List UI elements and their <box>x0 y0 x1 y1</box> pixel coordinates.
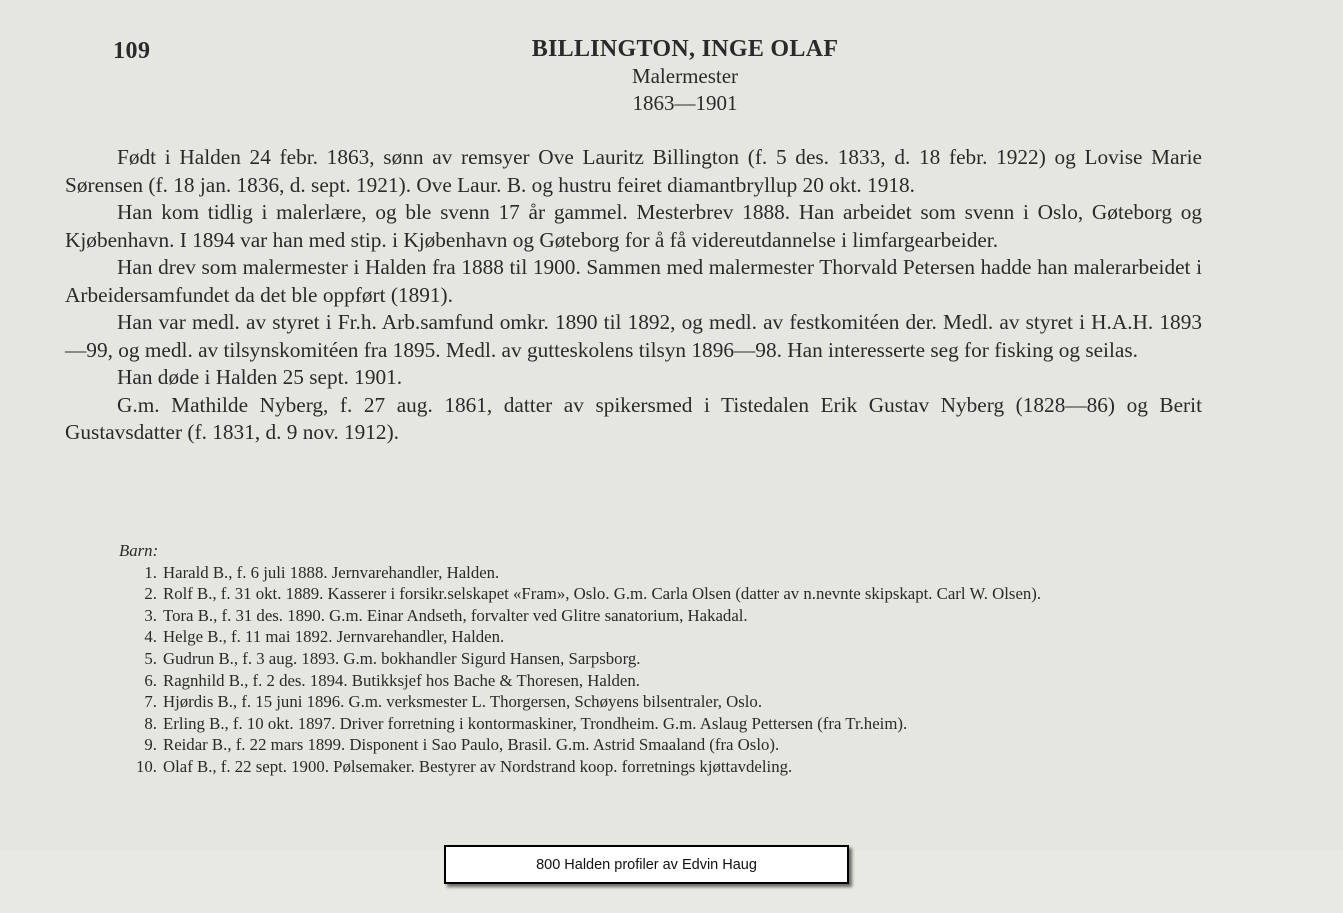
list-item <box>119 734 1204 756</box>
paragraph: Han kom tidlig i malerlære, og ble svenn 17 år gammel. Mesterbrev 1888. Han arbeidet som svenn i Oslo, Gøteborg og Kjøbenhavn. I 1894 var han med stip. i Kjøbenhavn og Gøteborg for å få videreutdannelse i limfargearbeider. <box>65 200 1202 252</box>
paragraph: Han drev som malermester i Halden fra 1888 til 1900. Sammen med malermester Thorvald Petersen hadde han malerarbeidet i Arbeidersamfundet da det ble oppført (1891). <box>65 255 1202 307</box>
person-name: BILLINGTON, INGE OLAF <box>531 36 839 62</box>
item-number: 9. <box>144 735 157 755</box>
children-label: Barn: <box>119 541 159 560</box>
list-item <box>119 648 1204 670</box>
item-number: 10. <box>136 756 157 776</box>
item-text: Rolf B., f. 31 okt. 1889. Kasserer i forsikr.selskapet «Fram», Oslo. G.m. Carla Olsen (datter av n.nevnte skipskapt. Carl W. Olsen). <box>163 584 1042 604</box>
item-number: 2. <box>144 584 157 604</box>
item-number: 1. <box>144 562 157 582</box>
item-number: 5. <box>144 648 157 668</box>
item-number: 8. <box>144 713 157 733</box>
item-text: Erling B., f. 10 okt. 1897. Driver forretning i kontormaskiner, Trondheim. G.m. Aslaug Pettersen (fra Tr.heim). <box>163 713 908 733</box>
person-occupation: Malermester <box>631 64 739 88</box>
children-list <box>119 540 1204 778</box>
list-item <box>119 562 1204 584</box>
item-text: Tora B., f. 31 des. 1890. G.m. Einar Andseth, forvalter ved Glitre sanatorium, Hakadal. <box>163 605 748 625</box>
item-number: 3. <box>144 605 157 625</box>
list-item <box>119 691 1204 713</box>
paragraph: Han var medl. av styret i Fr.h. Arb.samfund omkr. 1890 til 1892, og medl. av festkomitéen der. Medl. av styret i H.A.H. 1893—99, og medl. av tilsynskomitéen fra 1895. Medl. av gutteskolens tilsyn 1896—98. Han interesserte seg for fisking og seilas. <box>65 310 1202 362</box>
list-item <box>119 713 1204 735</box>
item-number: 7. <box>144 692 157 712</box>
entry-header <box>300 36 1070 117</box>
item-text: Helge B., f. 11 mai 1892. Jernvarehandler, Halden. <box>163 627 505 647</box>
item-text: Reidar B., f. 22 mars 1899. Disponent i Sao Paulo, Brasil. G.m. Astrid Smaaland (fra Oslo). <box>163 735 780 755</box>
paragraph: G.m. Mathilde Nyberg, f. 27 aug. 1861, datter av spikersmed i Tistedalen Erik Gustav Nyberg (1828—86) og Berit Gustavsdatter (f. 1831, d. 9 nov. 1912). <box>65 392 1202 444</box>
person-years: 1863—1901 <box>632 91 738 115</box>
item-text: Olaf B., f. 22 sept. 1900. Pølsemaker. Bestyrer av Nordstrand koop. forretnings kjøttavdeling. <box>163 756 793 776</box>
paragraph: Født i Halden 24 febr. 1863, sønn av remsyer Ove Lauritz Billington (f. 5 des. 1833, d. 18 febr. 1922) og Lovise Marie Sørensen (f. 18 jan. 1836, d. sept. 1921). Ove Laur. B. og hustru feiret diamantbryllup 20 okt. 1918. <box>65 145 1202 197</box>
paragraph: Han døde i Halden 25 sept. 1901. <box>117 365 403 389</box>
caption-box <box>444 845 849 884</box>
item-text: Harald B., f. 6 juli 1888. Jernvarehandler, Halden. <box>163 562 500 582</box>
list-item <box>119 605 1204 627</box>
list-item <box>119 670 1204 692</box>
list-item <box>119 756 1204 778</box>
item-text: Hjørdis B., f. 15 juni 1896. G.m. verksmester L. Thorgersen, Schøyens bilsentraler, Oslo. <box>163 692 763 712</box>
item-number: 6. <box>144 670 157 690</box>
item-number: 4. <box>144 627 157 647</box>
list-item <box>119 583 1204 605</box>
item-text: Ragnhild B., f. 2 des. 1894. Butikksjef hos Bache & Thoresen, Halden. <box>163 670 640 690</box>
item-text: Gudrun B., f. 3 aug. 1893. G.m. bokhandler Sigurd Hansen, Sarpsborg. <box>163 648 641 668</box>
list-item <box>119 626 1204 648</box>
biography-text <box>65 144 1202 447</box>
page-number: 109 <box>113 38 151 64</box>
caption-text: 800 Halden profiler av Edvin Haug <box>536 856 757 873</box>
